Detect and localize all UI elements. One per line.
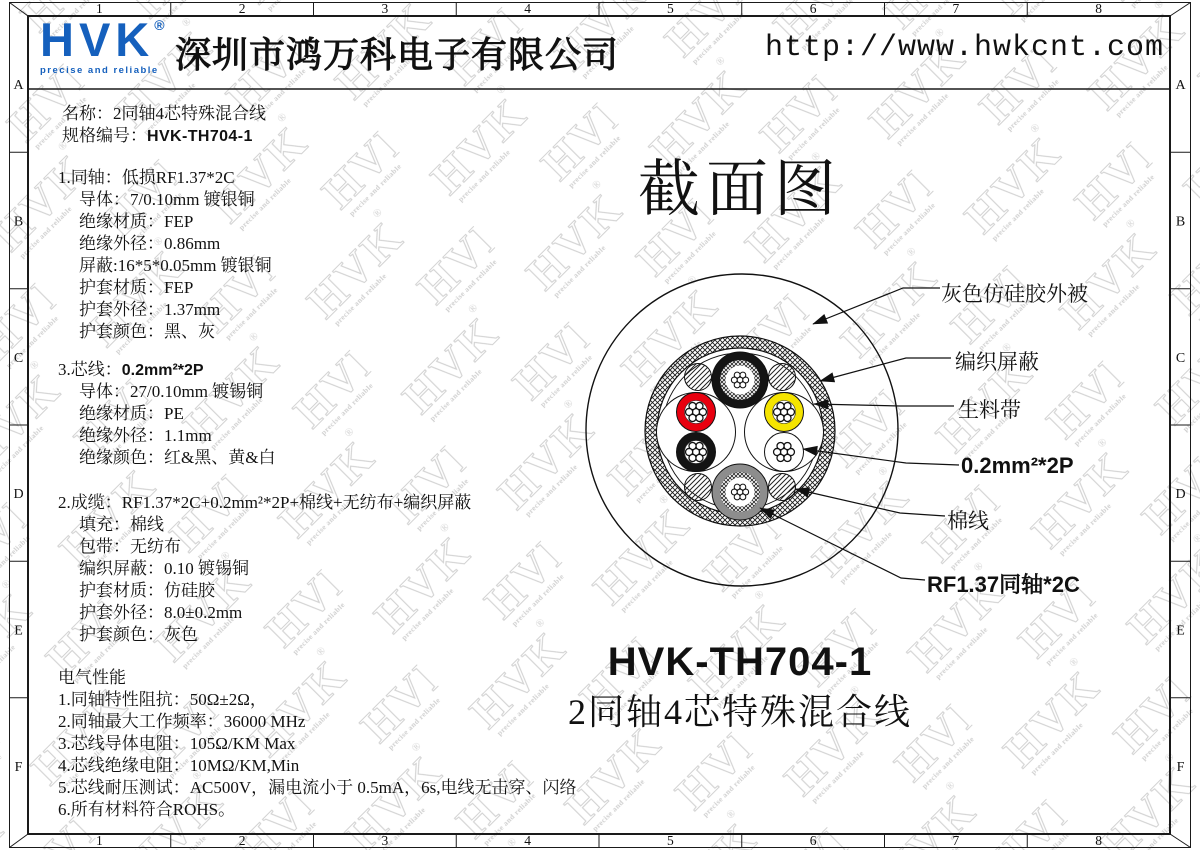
- company-url: http://www.hwkcnt.com: [765, 31, 1165, 65]
- spec-line: 导体：7/0.10mm 镀银铜: [79, 190, 255, 209]
- ruler-label: F: [14, 759, 23, 775]
- ruler-label: 6: [809, 1, 817, 16]
- coax-conductor-strands: [731, 372, 748, 388]
- core-black: [677, 433, 716, 472]
- product-name-value: 2同轴4芯特殊混合线: [113, 104, 266, 123]
- spec-line: 2.同轴最大工作频率：36000 MHz: [58, 712, 306, 731]
- spec-line: 包带：无纺布: [79, 537, 181, 556]
- ruler-label: A: [1175, 78, 1186, 93]
- label-tape: 生料带: [958, 398, 1021, 422]
- spec-line: 护套颜色：灰色: [79, 625, 198, 644]
- ruler-label: A: [13, 78, 24, 93]
- spec-line: 护套颜色：黑、灰: [79, 322, 215, 341]
- spec-line: [58, 359, 275, 381]
- spec-line: 编织屏蔽：0.10 镀锡铜: [79, 559, 249, 578]
- core-strands: [774, 442, 795, 461]
- electrical-title: 电气性能: [58, 668, 126, 687]
- ruler-labels-left: [13, 78, 24, 775]
- label-jacket: 灰色仿硅胶外被: [941, 282, 1088, 306]
- spec-line: 4.芯线绝缘电阻：10MΩ/KM,Min: [58, 756, 300, 775]
- ruler-ticks-bottom: [171, 834, 1028, 848]
- spec-line: 1.同轴特性阻抗：50Ω±2Ω，: [58, 690, 267, 709]
- ruler-label: 3: [381, 1, 389, 16]
- ruler-label: D: [13, 487, 24, 502]
- ruler-labels-right: [1175, 78, 1186, 775]
- registered-trademark-icon: ®: [154, 17, 165, 33]
- spec-section-core: [58, 359, 275, 469]
- model-number: HVK-TH704-1: [607, 640, 873, 684]
- model-description: 2同轴4芯特殊混合线: [567, 692, 912, 732]
- ruler-label: 8: [1095, 833, 1102, 848]
- leader-cotton: [795, 489, 945, 516]
- coax-bottom-gray: [712, 464, 768, 520]
- core-white: [765, 433, 804, 472]
- core-yellow: [765, 393, 804, 432]
- ruler-label: 4: [524, 1, 531, 16]
- spec-line: 导体：27/0.10mm 镀锡铜: [79, 382, 264, 401]
- core-title-value: 0.2mm²*2P: [121, 362, 204, 379]
- spec-line: 2.成缆：RF1.37*2C+0.2mm²*2P+棉线+无纺布+编织屏蔽: [58, 493, 472, 512]
- ruler-label: B: [13, 214, 24, 230]
- leader-tape: [814, 404, 954, 406]
- spec-section-cable: [58, 492, 471, 646]
- core-red: [677, 393, 716, 432]
- spec-line: 护套材质：FEP: [79, 278, 194, 297]
- spec-line: 护套材质：仿硅胶: [79, 581, 215, 600]
- spec-line: 屏蔽:16*5*0.05mm 镀银铜: [79, 256, 272, 275]
- core-strands: [774, 402, 795, 421]
- label-coax: RF1.37同轴*2C: [927, 572, 1080, 597]
- cotton-filler: [769, 364, 796, 391]
- label-braid: 编织屏蔽: [955, 350, 1039, 374]
- cotton-filler: [769, 474, 796, 501]
- coax-top-black: [712, 352, 768, 408]
- ruler-label: 7: [952, 833, 960, 848]
- spec-section-electrical: [58, 667, 577, 821]
- product-code-label: 规格编号：: [62, 126, 147, 145]
- ruler-ticks-top: [171, 3, 1028, 17]
- leader-coax: [760, 508, 925, 580]
- product-name-line: [62, 103, 266, 125]
- company-name: 深圳市鸿万科电子有限公司: [175, 34, 620, 75]
- spec-line: 6.所有材料符合ROHS。: [58, 800, 236, 819]
- spec-line: 绝缘材质：FEP: [79, 212, 194, 231]
- spec-line: 护套外径：8.0±0.2mm: [79, 603, 243, 622]
- ruler-label: 5: [667, 833, 674, 848]
- ruler-label: F: [1176, 759, 1185, 775]
- product-code-line: [62, 125, 266, 147]
- core-title-label: 3.芯线：: [58, 360, 122, 379]
- spec-line: 绝缘颜色：红&黑、黄&白: [79, 448, 276, 467]
- logo-text: HVK: [40, 13, 155, 66]
- ruler-ticks-right: [1170, 152, 1191, 697]
- product-id-block: [62, 103, 266, 147]
- spec-section-coax: [58, 167, 272, 343]
- product-name-label: 名称：: [62, 104, 113, 123]
- spec-line: 5.芯线耐压测试：AC500V，漏电流小于 0.5mA，6s,电线无击穿、闪络: [58, 778, 577, 797]
- spec-line: 绝缘材质：PE: [79, 404, 184, 423]
- ruler-label: B: [1175, 214, 1186, 230]
- ruler-label: E: [1176, 623, 1185, 639]
- spec-line: 绝缘外径：0.86mm: [79, 234, 221, 253]
- ruler-label: 7: [952, 1, 960, 16]
- spec-line: 护套外径：1.37mm: [79, 300, 221, 319]
- ruler-label: C: [1175, 350, 1186, 366]
- ruler-label: 5: [667, 1, 674, 16]
- ruler-label: D: [1175, 487, 1186, 502]
- ruler-label: C: [13, 350, 24, 366]
- spec-line: 绝缘外径：1.1mm: [79, 426, 212, 445]
- ruler-ticks-left: [10, 152, 29, 697]
- product-code-value: HVK-TH704-1: [147, 128, 253, 145]
- ruler-label: 8: [1095, 1, 1102, 16]
- label-cotton: 棉线: [947, 509, 989, 533]
- ruler-label: 6: [809, 833, 817, 848]
- ruler-label: 1: [96, 1, 103, 16]
- logo-tagline: precise and reliable: [40, 65, 159, 76]
- cotton-filler: [685, 474, 712, 501]
- core-strands: [686, 402, 707, 421]
- leader-jacket: [813, 288, 940, 324]
- cable-cross-section: [586, 274, 959, 586]
- ruler-label: 2: [238, 1, 246, 16]
- company-logo: [40, 13, 165, 76]
- ruler-label: 4: [524, 833, 531, 848]
- spec-line: 3.芯线导体电阻：105Ω/KM Max: [58, 734, 296, 753]
- coax-conductor-strands: [731, 484, 748, 500]
- ruler-label: 2: [238, 833, 246, 848]
- ruler-label: 3: [381, 833, 389, 848]
- core-strands: [686, 442, 707, 461]
- diagram-title: 截面图: [637, 156, 842, 224]
- cotton-filler: [685, 364, 712, 391]
- spec-line: 填充：棉线: [79, 515, 164, 534]
- spec-line: 1.同轴：低损RF1.37*2C: [58, 168, 235, 187]
- label-pair: 0.2mm²*2P: [961, 453, 1074, 478]
- ruler-label: 1: [96, 833, 103, 848]
- ruler-label: E: [14, 623, 23, 639]
